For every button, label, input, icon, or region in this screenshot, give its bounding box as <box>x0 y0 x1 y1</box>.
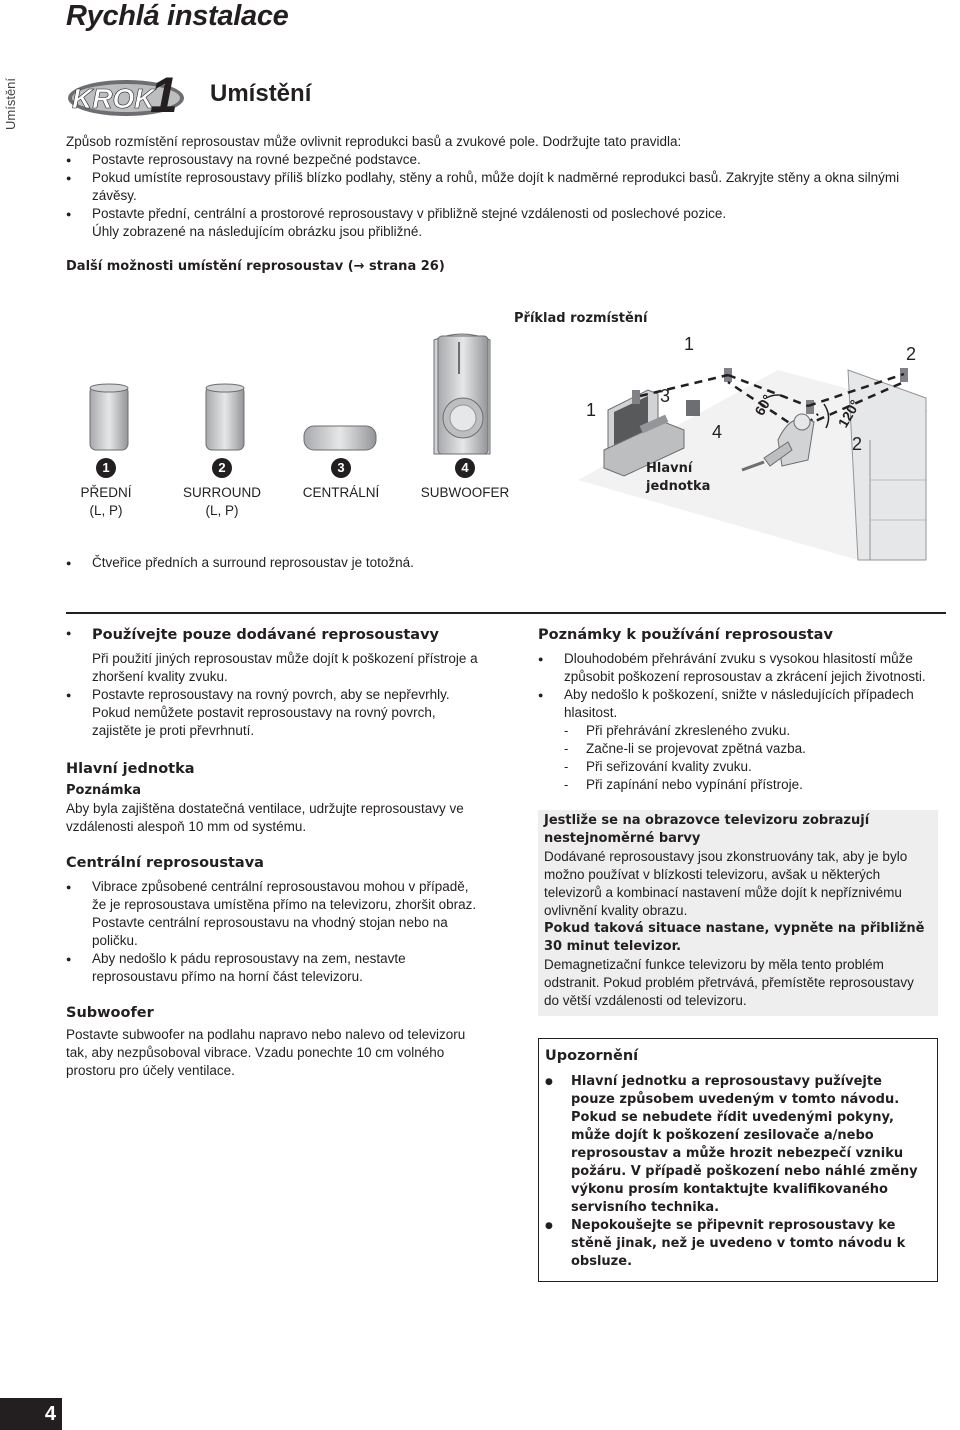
krok-number: 1 <box>150 67 178 118</box>
speaker-center <box>296 458 386 502</box>
volume-case: - Začne-li se projevovat zpětná vazba. <box>564 740 938 758</box>
speaker-name: SUBWOOFER <box>420 485 510 500</box>
speaker-channels: (L, P) <box>89 503 123 518</box>
intro-note: Úhly zobrazené na následujícím obrázku jsou přibližné. <box>92 224 423 239</box>
room-diagram <box>578 330 948 570</box>
subwoofer-text: Postavte subwoofer na podlahu napravo nebo nalevo od televizoru tak, aby nezpůsoboval vibrace. Vzadu ponechte 10 cm volného prostoru pro účely ventilace. <box>66 1027 466 1078</box>
use-only-heading: ● Používejte pouze dodávané reprosoustavy <box>92 627 439 643</box>
tv-colors-box <box>538 810 938 1016</box>
intro-bullet: ● Postavte reprosoustavy na rovné bezpečné podstavce. <box>66 151 936 169</box>
center-speaker-image <box>304 426 376 450</box>
more-options-link[interactable]: Další možnosti umístění reprosoustav (→ strana 26) <box>66 259 445 274</box>
room-angle-60: 60° <box>751 391 776 419</box>
surround-speaker-image <box>206 384 244 450</box>
page-number: 4 <box>0 1398 62 1430</box>
subwoofer-heading: Subwoofer <box>66 1005 154 1021</box>
quad-note-list <box>66 554 666 572</box>
room-label-2-right: 2 <box>852 434 863 454</box>
volume-case: - Při zapínání nebo vypínání přístroje. <box>564 776 938 794</box>
tv-colors-action: Pokud taková situace nastane, vypněte na přibližně 30 minut televizor. <box>544 921 925 954</box>
main-unit-line2: jednotka <box>646 479 711 494</box>
use-only-text: Při použití jiných reprosoustav může dojít k poškození přístroje a zhoršení kvality zvuku. <box>92 651 478 684</box>
speaker-notes-bullet: ● Aby nedošlo k poškození, snižte v následujících případech hlasitost. <box>538 686 938 722</box>
room-subwoofer <box>686 400 700 416</box>
center-bullet: ● Vibrace způsobené centrální reprosoustavou mohou v případě, že je reprosoustava umístěna přímo na televizoru, zhoršit obraz. Postavte centrální reprosoustavu na vhodný stojan nebo na poličku. <box>66 878 484 950</box>
speaker-channels: (L, P) <box>205 503 239 518</box>
subwoofer-image <box>434 334 490 454</box>
left-column <box>66 624 484 1080</box>
warning-list <box>545 1073 927 1271</box>
side-tab: Umístění <box>3 77 18 130</box>
note-text: Aby byla zajištěna dostatečná ventilace, udržujte reprosoustavy ve vzdálenosti alespoň 10 mm od systému. <box>66 801 464 834</box>
center-list <box>66 878 484 986</box>
quad-note: ● Čtveřice předních a surround reprosoustav je totožná. <box>66 554 666 572</box>
page-title: Rychlá instalace <box>66 0 289 32</box>
main-unit-line1: Hlavní <box>646 461 693 476</box>
use-only-list <box>66 624 484 740</box>
front-speaker-image <box>90 384 128 450</box>
speaker-name: PŘEDNÍ <box>80 485 132 500</box>
divider <box>66 612 946 614</box>
room-angle-120: 120° <box>834 397 864 431</box>
room-label-2-top: 2 <box>906 344 917 364</box>
room-label-4: 4 <box>712 422 723 442</box>
speaker-number-badge: 4 <box>455 458 475 478</box>
use-only-item <box>66 624 484 686</box>
intro-list <box>66 151 936 223</box>
flat-surface-bullet: ● Postavte reprosoustavy na rovný povrch, aby se nepřevrhly. Pokud nemůžete postavit reprosoustavy na rovný povrch, zajistěte je proti převrhnutí. <box>66 686 484 740</box>
speakers-illustration <box>66 320 526 460</box>
main-unit-label <box>646 460 710 496</box>
intro-bullet: ● Postavte přední, centrální a prostorové reprosoustavy v přibližně stejné vzdálenosti od poslechové pozice. <box>66 205 936 223</box>
main-unit-heading: Hlavní jednotka <box>66 761 195 777</box>
warning-bullet: ● Nepokoušejte se připevnit reprosoustavy ke stěně jinak, než je uvedeno v tomto návodu k obsluze. <box>545 1217 927 1271</box>
example-title: Příklad rozmístění <box>514 311 648 326</box>
warning-heading: Upozornění <box>545 1048 639 1064</box>
speaker-notes-bullet: ● Dlouhodobém přehrávání zvuku s vysokou hlasitostí může způsobit poškození reprosoustav a zkrácení jejich životnosti. <box>538 650 938 686</box>
room-label-1-top: 1 <box>684 334 695 354</box>
speaker-name: SURROUND <box>182 485 261 500</box>
speaker-name: CENTRÁLNÍ <box>302 485 380 500</box>
speaker-front <box>66 458 146 520</box>
speaker-surround <box>172 458 272 520</box>
krok-badge <box>66 62 196 118</box>
intro-bullet: ● Pokud umístíte reprosoustavy příliš blízko podlahy, stěny a rohů, může dojít k nadměrné reprodukci basů. Zakryjte stěny a okna silnými závěsy. <box>66 169 936 205</box>
speaker-notes-heading: Poznámky k používání reprosoustav <box>538 627 833 643</box>
room-label-3: 3 <box>660 386 671 406</box>
right-column <box>538 624 938 1282</box>
speaker-notes-list <box>538 650 938 722</box>
volume-case: - Při přehrávání zkresleného zvuku. <box>564 722 938 740</box>
krok-word: KROK <box>72 83 155 114</box>
tv-colors-text-2: Demagnetizační funkce televizoru by měla tento problém odstranit. Pokud problém přetrvává, přemístěte reprosoustavy do větší vzdálenosti od televizoru. <box>544 957 914 1008</box>
volume-case: - Při seřizování kvality zvuku. <box>564 758 938 776</box>
speaker-number-badge: 2 <box>212 458 232 478</box>
speaker-number-badge: 1 <box>96 458 116 478</box>
center-bullet: ● Aby nedošlo k pádu reprosoustavy na zem, nestavte reprosoustavu přímo na horní část televizoru. <box>66 950 484 986</box>
volume-cases-list <box>538 722 938 794</box>
tv-colors-heading: Jestliže se na obrazovce televizoru zobrazují nestejnoměrné barvy <box>544 813 870 846</box>
warning-box <box>538 1038 938 1282</box>
intro-lead: Způsob rozmístění reprosoustav může ovlivnit reprodukci basů a zvukové pole. Dodržujte tato pravidla: <box>66 134 682 149</box>
intro-section <box>66 133 936 241</box>
center-speaker-heading: Centrální reprosoustava <box>66 855 264 871</box>
step-title: Umístění <box>210 80 312 107</box>
room-label-1-left: 1 <box>586 400 597 420</box>
note-heading: Poznámka <box>66 783 142 798</box>
speaker-subwoofer <box>410 458 520 502</box>
tv-colors-text: Dodávané reprosoustavy jsou zkonstruovány tak, aby je bylo možno používat v blízkosti televizoru, avšak u některých televizorů a kombinací nastavení může dojít k nepříznivému ovlivnění kvality obrazu. <box>544 849 908 918</box>
speaker-number-badge: 3 <box>331 458 351 478</box>
warning-bullet: ● Hlavní jednotku a reprosoustavy pužívejte pouze způsobem uvedeným v tomto návodu. Pokud se nebudete řídit uvedenými pokyny, může dojít k poškození zesilovače a/nebo reprosoustav a může hrozit nebezpečí vzniku požáru. V případě poškození nebo náhlé změny výkonu prosím kontaktujte kvalifikovaného servisního technika. <box>545 1073 927 1217</box>
room-front-left-speaker <box>632 390 640 404</box>
